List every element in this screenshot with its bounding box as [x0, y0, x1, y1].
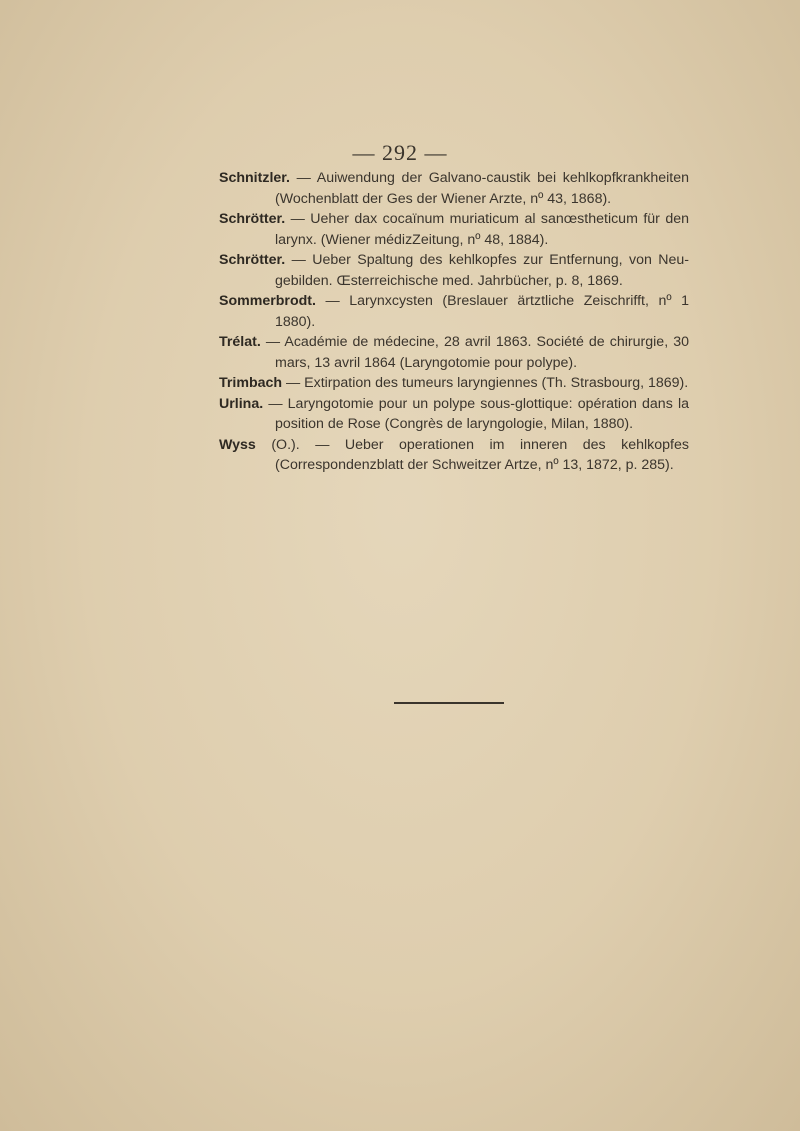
entry-text: — Larynxcysten (Breslauer ärtztliche Zeischrifft, nº 1 1880). — [275, 293, 689, 330]
entry-author: Wyss — [219, 436, 256, 453]
entry-text: (O.). — Ueber operationen im inneren des kehlkopfes (Correspondenzblatt der Schweitzer Artze, nº 13, 1872, p. 285). — [255, 436, 689, 473]
page-number: — 292 — — [352, 140, 448, 165]
bibliography-entry — [219, 332, 689, 373]
entry-author: Trélat. — [219, 334, 261, 350]
entry-author: Sommerbrodt. — [219, 293, 316, 309]
bibliography-list — [219, 168, 689, 476]
entry-text: — Laryngotomie pour un polype sous-glottique: opération dans la position de Rose (Congrès de laryngologie, Milan, 1880). — [263, 395, 689, 432]
bibliography-entry — [219, 394, 689, 435]
bibliography-entry — [219, 373, 689, 394]
bibliography-entry — [219, 250, 689, 291]
bibliography-entry — [219, 291, 689, 332]
bibliography-entry — [219, 168, 689, 209]
entry-author: Trimbach — [219, 375, 283, 391]
entry-author: Schrötter. — [219, 252, 286, 268]
entry-text: — Ueher dax cocaïnum muriaticum al sanœstheticum für den larynx. (Wiener médizZeitung, nº 48, 1884). — [275, 211, 689, 248]
entry-author: Urlina. — [219, 395, 264, 412]
end-rule-divider — [394, 702, 504, 704]
entry-text: — Auiwendung der Galvano-caustik bei kehlkopfkrankheiten (Wochenblatt der Ges der Wiener Arzte, nº 43, 1868). — [275, 170, 689, 207]
entry-text: — Extirpation des tumeurs laryngiennes (Th. Strasbourg, 1869). — [282, 375, 689, 391]
entry-author: Schrötter. — [219, 211, 286, 227]
bibliography-entry — [219, 435, 689, 476]
entry-author: Schnitzler. — [219, 170, 290, 186]
entry-text: — Académie de médecine, 28 avril 1863. Société de chirurgie, 30 mars, 13 avril 1864 (Laryngotomie pour polype). — [260, 334, 689, 371]
bibliography-entry — [219, 209, 689, 250]
entry-text: — Ueber Spaltung des kehlkopfes zur Entfernung, von Neu-gebilden. Œsterreichische med. Jahrbücher, p. 8, 1869. — [275, 252, 689, 289]
